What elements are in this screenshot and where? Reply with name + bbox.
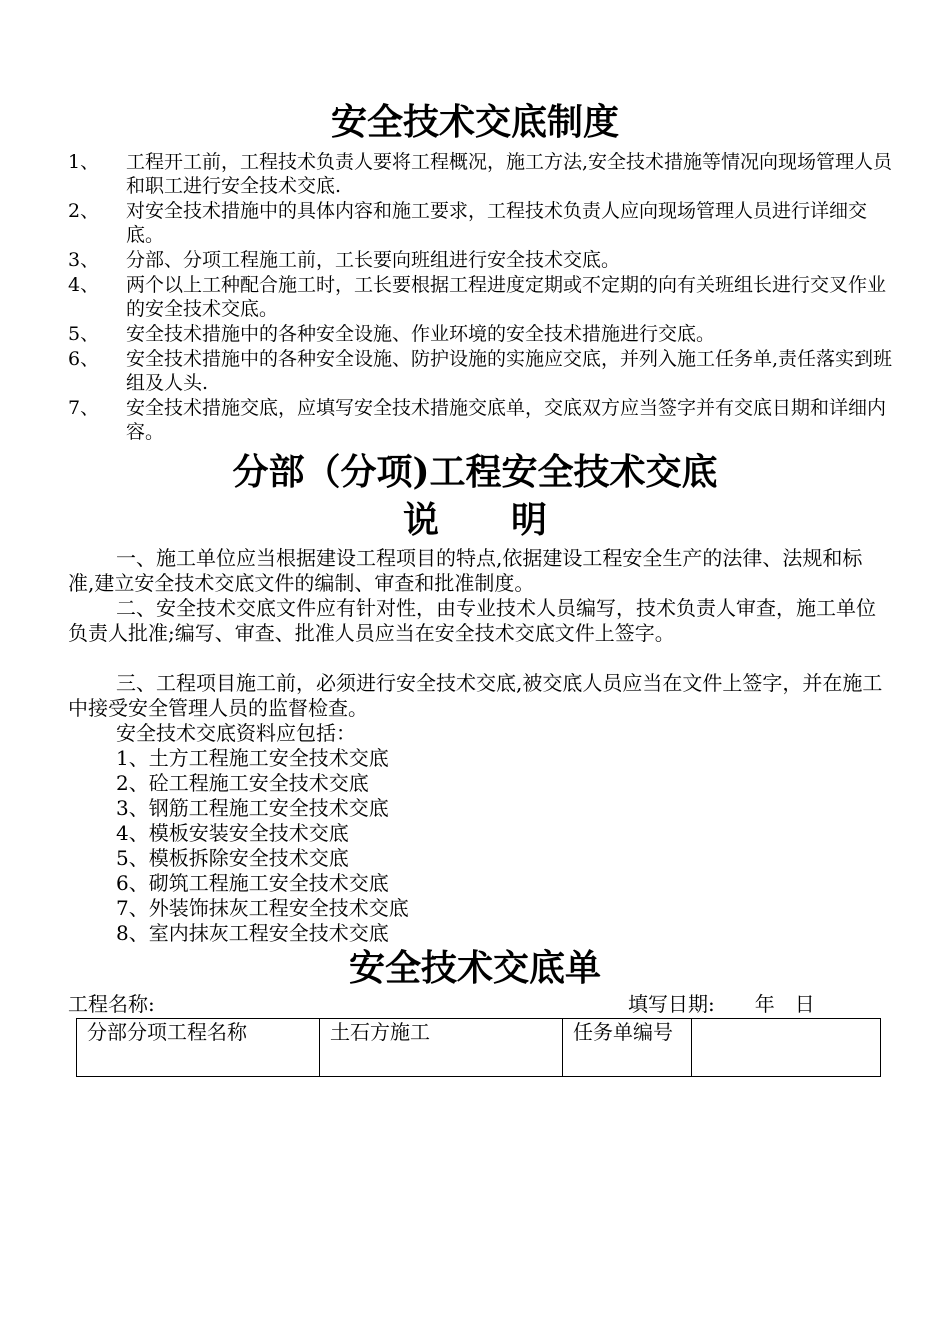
rule-text: 对安全技术措施中的具体内容和施工要求，工程技术负责人应向现场管理人员进行详细交底。 [126,200,868,246]
rule-text: 工程开工前，工程技术负责人要将工程概况，施工方法,安全技术措施等情况向现场管理人员和职工进行安全技术交底. [126,151,893,197]
task-number-label-cell: 任务单编号 [563,1019,692,1077]
title-subproject-disclosure: 分部（分项)工程安全技术交底 [232,451,718,493]
materials-list-item: 2、砼工程施工安全技术交底 [116,771,369,795]
materials-list-item: 4、模板安装安全技术交底 [116,821,349,845]
title-explanation: 说 明 [402,499,547,541]
rule-text: 安全技术措施中的各种安全设施、作业环境的安全技术措施进行交底。 [126,323,716,345]
title-disclosure-form: 安全技术交底单 [348,947,601,989]
rule-text: 两个以上工种配合施工时，工长要根据工程进度定期或不定期的向有关班组长进行交叉作业的安全技术交底。 [126,274,887,320]
rule-item [68,396,898,444]
title-safety-disclosure-system: 安全技术交底制度 [330,101,619,143]
explanation-paragraph: 一、施工单位应当根据建设工程项目的特点,依据建设工程安全生产的法律、法规和标准,建立安全技术交底文件的编制、审查和批准制度。 [68,546,863,595]
materials-list-item: 7、外装饰抹灰工程安全技术交底 [116,896,409,920]
rule-number: 5、 [68,323,100,345]
rule-number: 4、 [68,274,100,296]
rule-item [68,273,898,321]
rule-item [68,248,898,272]
project-name-label: 工程名称: [68,992,155,1016]
rule-text: 安全技术措施中的各种安全设施、防护设施的实施应交底，并列入施工任务单,责任落实到班组及人头. [126,348,893,394]
rule-number: 6、 [68,348,100,370]
materials-list-item: 1、土方工程施工安全技术交底 [116,746,389,770]
rule-number: 1、 [68,151,100,173]
table-row [77,1019,881,1077]
subproject-name-label-cell: 分部分项工程名称 [77,1019,320,1077]
fill-date-label: 填写日期: 年 日 [628,992,815,1016]
rule-number: 2、 [68,200,100,222]
task-number-value-cell[interactable] [692,1019,881,1077]
materials-list-intro: 安全技术交底资料应包括： [116,721,356,745]
materials-list-item: 6、砌筑工程施工安全技术交底 [116,871,389,895]
disclosure-form-table [76,1018,881,1077]
rule-number: 3、 [68,249,100,271]
rule-number: 7、 [68,397,100,419]
rule-item [68,199,898,247]
rule-item [68,150,898,198]
subproject-name-value-cell[interactable]: 土石方施工 [320,1019,563,1077]
rule-text: 安全技术措施交底，应填写安全技术措施交底单，交底双方应当签字并有交底日期和详细内容。 [126,397,887,443]
materials-list-item: 5、模板拆除安全技术交底 [116,846,349,870]
materials-list-item: 8、室内抹灰工程安全技术交底 [116,921,389,945]
form-header-line [68,992,828,1017]
rule-item [68,322,898,346]
explanation-paragraph: 三、工程项目施工前，必须进行安全技术交底,被交底人员应当在文件上签字，并在施工中接受安全管理人员的监督检查。 [68,671,883,720]
rule-item [68,347,898,395]
explanation-paragraph: 二、安全技术交底文件应有针对性，由专业技术人员编写，技术负责人审查，施工单位负责人批准;编写、审查、批准人员应当在安全技术交底文件上签字。 [68,596,876,645]
rule-text: 分部、分项工程施工前，工长要向班组进行安全技术交底。 [126,249,621,271]
materials-list-item: 3、钢筋工程施工安全技术交底 [116,796,389,820]
